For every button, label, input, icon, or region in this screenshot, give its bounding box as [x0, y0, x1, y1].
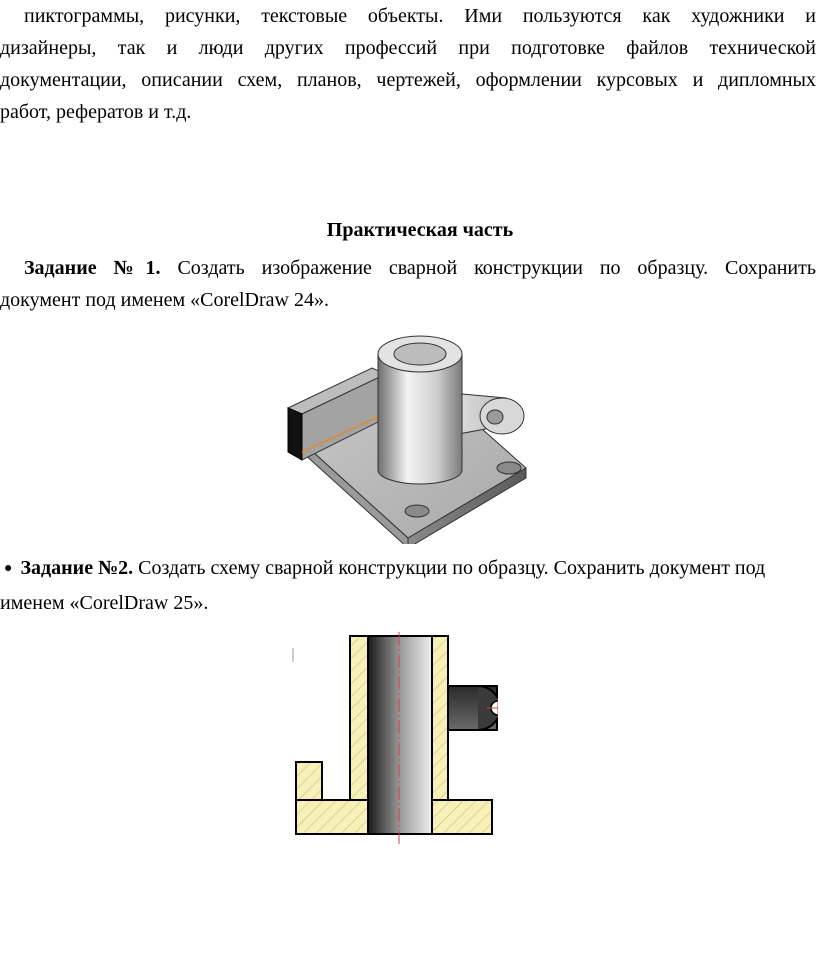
- figure-welded-part-3d: [280, 328, 540, 544]
- intro-line-1: пиктограммы, рисунки, текстовые объекты. Ими пользуются как художники и: [24, 5, 816, 27]
- task1-line-2: документ под именем «CorelDraw 24».: [0, 289, 329, 311]
- task2-line-1: [0, 552, 816, 587]
- task1-label: Задание №1.: [24, 257, 161, 279]
- task1-line-1: [0, 252, 816, 284]
- rib-end: [288, 408, 302, 460]
- lug-hole: [487, 410, 503, 424]
- cylinder-bore: [394, 343, 446, 365]
- task2-paragraph: [0, 552, 816, 619]
- hole-right: [497, 462, 521, 474]
- intro-line-4: работ, рефератов и т.д.: [0, 101, 192, 123]
- bullet-icon: ●: [4, 561, 13, 576]
- task2-line-1-text: Создать схему сварной конструкции по образцу. Сохранить документ под: [138, 557, 766, 579]
- task1-line-1-text: Создать изображение сварной конструкции по образцу. Сохранить: [177, 257, 816, 279]
- cylinder-wall-left: [350, 636, 368, 800]
- cylinder-wall-right: [432, 636, 448, 800]
- section-heading: Практическая часть: [326, 219, 514, 241]
- task2-label: Задание №2.: [20, 557, 134, 579]
- task2-line-2: именем «CorelDraw 25».: [0, 592, 209, 614]
- intro-line-2: дизайнеры, так и люди других профессий при подготовке файлов технической: [0, 37, 816, 59]
- figure-welded-part-section: [288, 632, 498, 844]
- cylinder-bore-section: [368, 636, 432, 834]
- task1-paragraph: [0, 252, 816, 316]
- rib-section: [296, 762, 322, 800]
- hole-front: [405, 505, 429, 517]
- intro-paragraph: [0, 0, 816, 128]
- intro-line-3: документации, описании схем, планов, чертежей, оформлении курсовых и дипломных: [0, 69, 816, 91]
- cylinder-body: [378, 354, 462, 484]
